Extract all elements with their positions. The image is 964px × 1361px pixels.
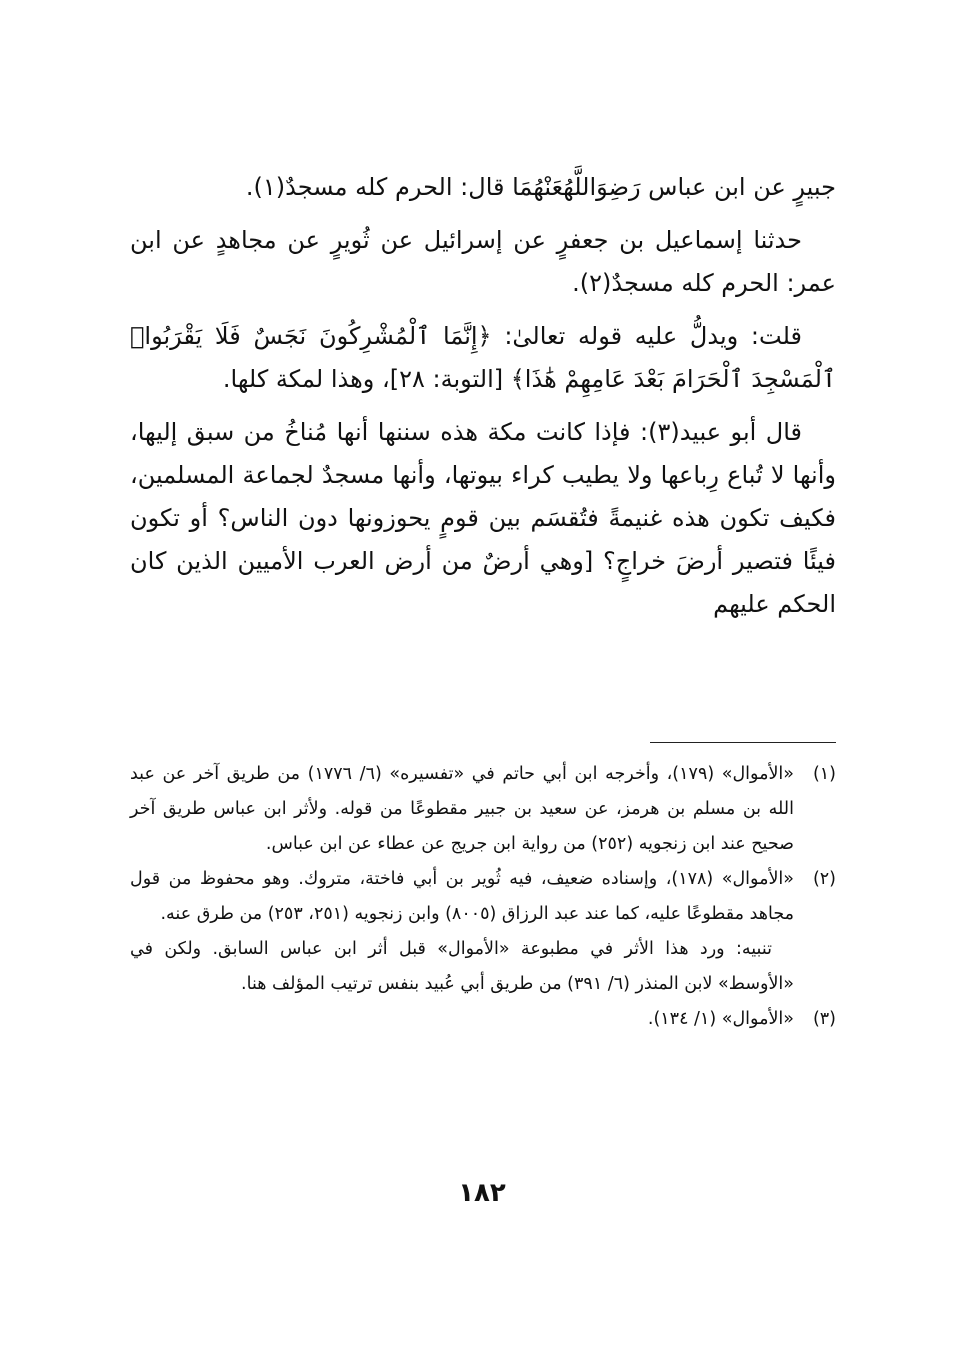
paragraph-1: جبيرٍ عن ابن عباس رَضِوَاللَّهُعَنْهُمَا قال: الحرم كله مسجدٌ(١). (245, 173, 836, 201)
footnote-2-text: «الأموال» (١٧٨)، وإسناده ضعيف، فيه ثُوير بن أبي فاختة، متروك. وهو محفوظ من قول مجاهد مقطوعًا عليه، كما عند عبد الرزاق (٨٠٠٥) وابن زنجويه (٢٥١، ٢٥٣) من طرق عنه. (130, 869, 794, 924)
footnote-2 (130, 862, 836, 932)
footnote-2-number: (٢) (812, 869, 836, 889)
footnote-2-note: تنبيه: ورد هذا الأثر في مطبوعة «الأموال» قبل أثر ابن عباس السابق. ولكن في «الأوسط» لابن المنذر (٦/ ٣٩١) من طريق أبي عُبيد بنفس ترتيب المؤلف هنا. (130, 939, 794, 994)
footnote-3 (130, 1002, 836, 1037)
footnote-3-text: «الأموال» (١/ ١٣٤). (647, 1009, 794, 1029)
footnote-1-text: «الأموال» (١٧٩)، وأخرجه ابن أبي حاتم في «تفسيره» (٦/ ١٧٧٦) من طريق آخر عن عبد الله بن مسلم بن هرمز، عن سعيد بن جبير مقطوعًا من قوله. ولأثر ابن عباس طريق آخر صحيح عند ابن زنجويه (٢٥٢) من رواية ابن جريج عن عطاء عن ابن عباس. (130, 764, 794, 854)
footnote-3-number: (٣) (812, 1009, 836, 1029)
footnote-separator (650, 742, 836, 743)
footnote-1-number: (١) (812, 764, 836, 784)
page-number: ١٨٢ (458, 1178, 506, 1208)
paragraph-3: قلت: ويدلُّ عليه قوله تعالىٰ: ﴿إِنَّمَا ٱلْمُشْرِكُونَ نَجَسٌ فَلَا يَقْرَبُوا۟ ٱلْمَسْجِدَ ٱلْحَرَامَ بَعْدَ عَامِهِمْ هَٰذَا﴾ [التوبة: ٢٨]، وهذا لمكة كلها. (130, 322, 836, 393)
paragraph-4: قال أبو عبيد(٣): فإذا كانت مكة هذه سننها أنها مُناخُ من سبق إليها، وأنها لا تُباع رِباعها ولا يطيب كراء بيوتها، وأنها مسجدٌ لجماعة المسلمين، فكيف تكون هذه غنيمةً فتُقسَم بين قومٍ يحوزونها دون الناس؟ أو تكون فيئًا فتصير أرضَ خراجٍ؟ [وهي أرضٌ من أرض العرب الأميين الذين كان الحكم عليهم (130, 418, 836, 618)
main-text (130, 166, 836, 636)
footnote-1 (130, 757, 836, 862)
footnotes (130, 757, 836, 1037)
paragraph-2: حدثنا إسماعيل بن جعفرٍ عن إسرائيل عن ثُويرٍ عن مجاهدٍ عن ابن عمر: الحرم كله مسجدٌ(٢). (130, 226, 836, 297)
